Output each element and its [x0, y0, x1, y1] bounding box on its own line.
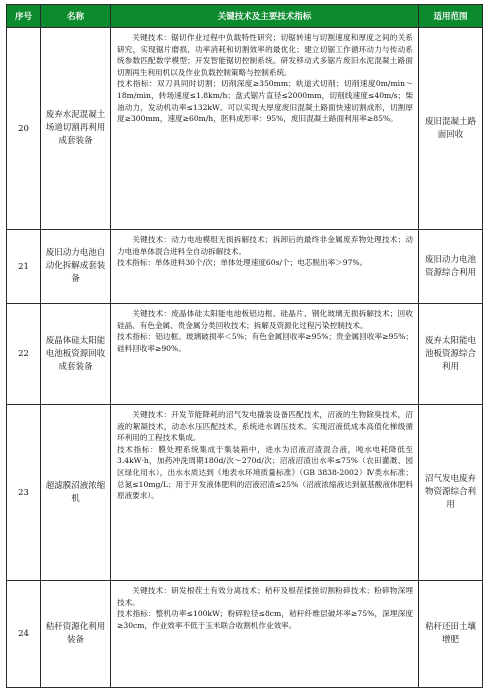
- row-name: 秸秆资源化利用装备: [41, 581, 111, 688]
- row-number: 24: [7, 581, 41, 688]
- technical-indicators: 技术指标：铝边框、玻璃破损率＜5%；有色金属回收率≥95%；贵金属回收率≥95%；硅料回收率≥90%。: [117, 332, 413, 353]
- header-tech: 关键技术及主要技术指标: [111, 5, 419, 28]
- table-row: [7, 304, 483, 405]
- key-technology: 关键技术：开发节能降耗的沼气发电撬装设备匹配技术，沼液的生物除臭技术，沼液的絮凝技术，动态水压匹配技术，系统进水调压技术。实现沼液低成本高值化梯级循环利用的工程技术集成。: [117, 410, 413, 443]
- header-name: 名称: [41, 5, 111, 28]
- row-tech: [111, 304, 419, 405]
- row-scope: 废旧混凝土路面回收: [419, 28, 483, 230]
- table-header-row: [7, 5, 483, 28]
- technical-indicators: 技术指标：整机功率≤100kW；粉碎粒径≤8cm，秸秆纤维层破坏率≥75%，深埋深度≥30cm，作业效率不低于玉米联合收割机作业效率。: [117, 609, 413, 630]
- table-row: [7, 28, 483, 230]
- technology-table: [6, 4, 483, 688]
- row-tech: [111, 405, 419, 581]
- technical-indicators: 技术指标：膜处理系统集成于集装箱中，进水为沼液沼渣混合液，吨水电耗降低至3.4kW·h，加药冲洗周期180d/次～270d/次；沼液沼渣出水率≤75%（农田灌溉、园区绿化用水），出水水质达到《地表水环境质量标准》（GB 3838-2002）Ⅳ类水标准；总氮≤10mg/L；用于开发液体肥料的沼液沼渣≤25%（沼液浓缩液达到氨基酸液体肥料原液要求）。: [117, 444, 413, 501]
- table-row: [7, 405, 483, 581]
- key-technology: 关键技术：动力电池模组无损拆解技术；拆卸后的最终非金属废弃物处理技术；动力电池单体混合进料全自动拆解技术。: [117, 235, 413, 256]
- key-technology: 关键技术：锯切作业过程中负载特性研究；切锯转速与切割速度和厚度之间的关系研究，实现锯片磨损、功率消耗和切割效率的最优化；建立切锯工作循环动力与传动系统参数匹配数学模型；开发智能锯切控制系统。研发移动式多锯片废旧水泥混凝土路面切割再生利用机以及作业负载控制策略与控制系统。: [117, 33, 413, 77]
- technical-indicators: 技术指标：单体进料30个/次；单体处理速度60s/个；电芯脱出率＞97%。: [117, 258, 368, 268]
- table-row: [7, 230, 483, 304]
- header-no: 序号: [7, 5, 41, 28]
- row-name: 废旧动力电池自动化拆解成套装备: [41, 230, 111, 304]
- key-technology: 关键技术：研发根茬土有效分离技术；秸秆及根茬揉搓切割粉碎技术；粉碎物深埋技术。: [117, 586, 413, 607]
- row-scope: 沼气发电废弃物资源综合利用: [419, 405, 483, 581]
- row-tech: [111, 581, 419, 688]
- row-number: 22: [7, 304, 41, 405]
- header-scope: 适用范围: [419, 5, 483, 28]
- row-number: 21: [7, 230, 41, 304]
- row-name: 废晶体硅太阳能电池板资源回收成套装备: [41, 304, 111, 405]
- row-number: 20: [7, 28, 41, 230]
- row-scope: 秸秆还田土壤增肥: [419, 581, 483, 688]
- row-tech: [111, 230, 419, 304]
- row-number: 23: [7, 405, 41, 581]
- row-scope: 废弃太阳能电池板资源综合利用: [419, 304, 483, 405]
- technical-indicators: 技术指标：双刀具同时切割；切削深度≥350mm；轨道式切削；切削速度0m/min～18m/min，转场速度≤1.8km/h；盘式锯片直径≤2000mm，切削线速度≤40m/s；柴油动力，发动机功率≤132kW。可以实现大厚度废旧混凝土路面快速切割成形，切割厚度≥300mm，速度≥60m/h，胚料成形率：95%，废旧混凝土路面利用率≥85%。: [117, 79, 413, 124]
- table-row: [7, 581, 483, 688]
- key-technology: 关键技术：废晶体硅太阳能电池板铝边框、硅晶片、钢化玻璃无损拆解技术；回收硅晶、有色金属、贵金属分类回收技术；拆解及资源化过程污染控制技术。: [117, 309, 413, 330]
- row-name: 超滤膜沼液浓缩机: [41, 405, 111, 581]
- row-scope: 废旧动力电池资源综合利用: [419, 230, 483, 304]
- row-name: 废弃水泥混凝土场道切割再利用成套装备: [41, 28, 111, 230]
- row-tech: [111, 28, 419, 230]
